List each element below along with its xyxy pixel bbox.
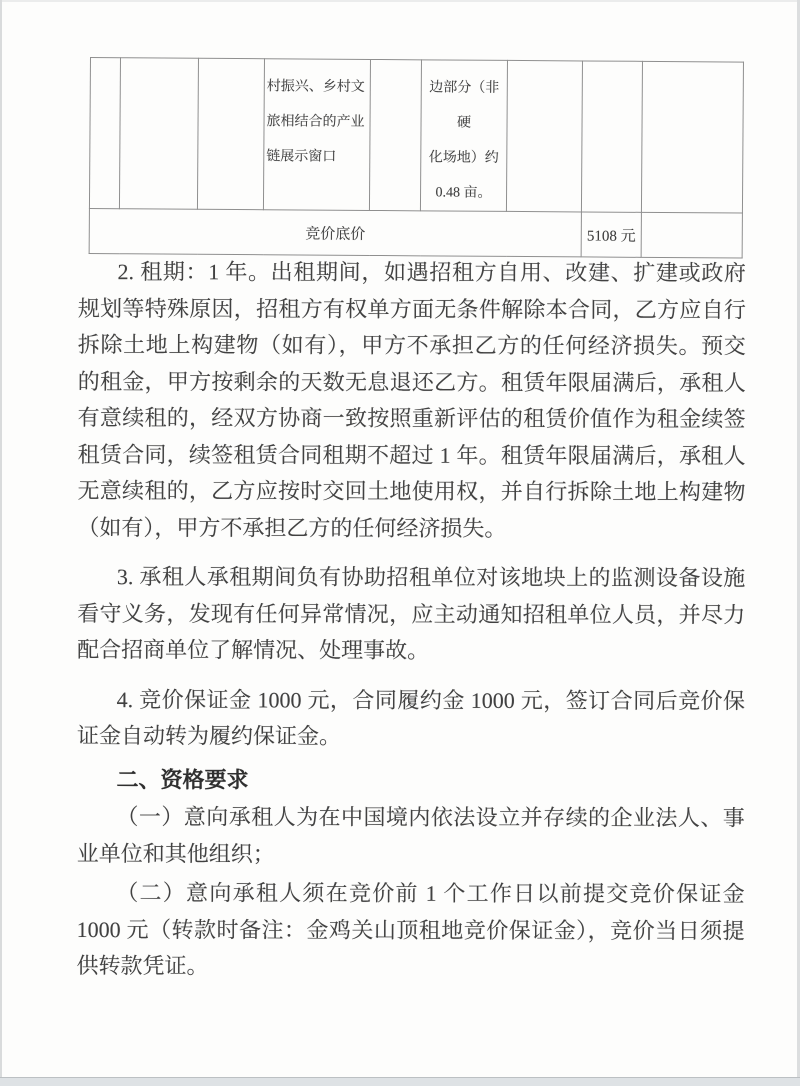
table-cell-empty-2 (119, 58, 198, 210)
table-cell-empty-6 (581, 61, 642, 212)
paragraph-qualification-item-2: （二）意向承租人须在竞价前 1 个工作日以前提交竞价保证金 1000 元（转款时备注：金鸡关山顶租地竞价保证金），竞价当日须提供转款凭证。 (76, 880, 745, 979)
paragraph-clause-3-monitoring-duty: 3. 承租人承租期间负有协助招租单位对该地块上的监测设备设施看守义务，发现有任何异常情况，应主动通知招租单位人员，并尽力配合招商单位了解情况、处理事故。 (77, 564, 746, 663)
paragraph-clause-2-lease-term: 2. 租期：1 年。出租期间，如遇招租方自用、改建、扩建或政府规划等特殊原因，招租方有权单方面无条件解除本合同，乙方应自行拆除土地上构建物（如有），甲方不承担乙方的任何经济损失。预交的租金，甲方按剩余的天数无息退还乙方。租赁年限届满后，承租人有意续租的，经双方协商一致按照重新评估的租赁价值作为租金续签租赁合同，续签租赁合同租期不超过 1 年。租赁年限届满后，承租人无意续租的，乙方应按时交回土地使用权，并自行拆除土地上构建物（如有），甲方不承担乙方的任何经济损失。 (77, 259, 746, 541)
table-cell-empty-3 (197, 58, 264, 209)
table-cell-empty-5 (506, 60, 582, 212)
table-cell-land-area: 边部分（非硬 化场地）约 0.48 亩。 (420, 60, 507, 212)
table-cell-empty-1 (89, 58, 120, 209)
table-cell-empty-4 (369, 59, 421, 210)
table-row-floor-price (89, 208, 742, 258)
bid-info-table (89, 57, 744, 259)
table-row-details (89, 58, 743, 214)
table-cell-floor-price-label: 竞价底价 (89, 208, 581, 256)
section-heading-qualifications: 二、资格要求 (116, 766, 249, 792)
table-cell-industry-description: 村振兴、乡村文 旅相结合的产业 链展示窗口 (263, 59, 370, 211)
scan-edge-top (0, 0, 800, 2)
paragraph-clause-4-deposit: 4. 竞价保证金 1000 元，合同履约金 1000 元，签订合同后竞价保证金自动转为履约保证金。 (76, 686, 746, 749)
document-body (76, 254, 746, 986)
scan-edge-bottom (0, 1077, 800, 1086)
paragraph-qualification-item-1: （一）意向承租人为在中国境内依法设立并存续的企业法人、事业单位和其他组织； (76, 804, 745, 866)
table-cell-floor-price-tail (641, 212, 742, 258)
table-cell-floor-price-value: 5108 元 (581, 212, 641, 257)
table-cell-empty-7 (641, 61, 743, 213)
scan-edge-left (0, 0, 2, 1086)
